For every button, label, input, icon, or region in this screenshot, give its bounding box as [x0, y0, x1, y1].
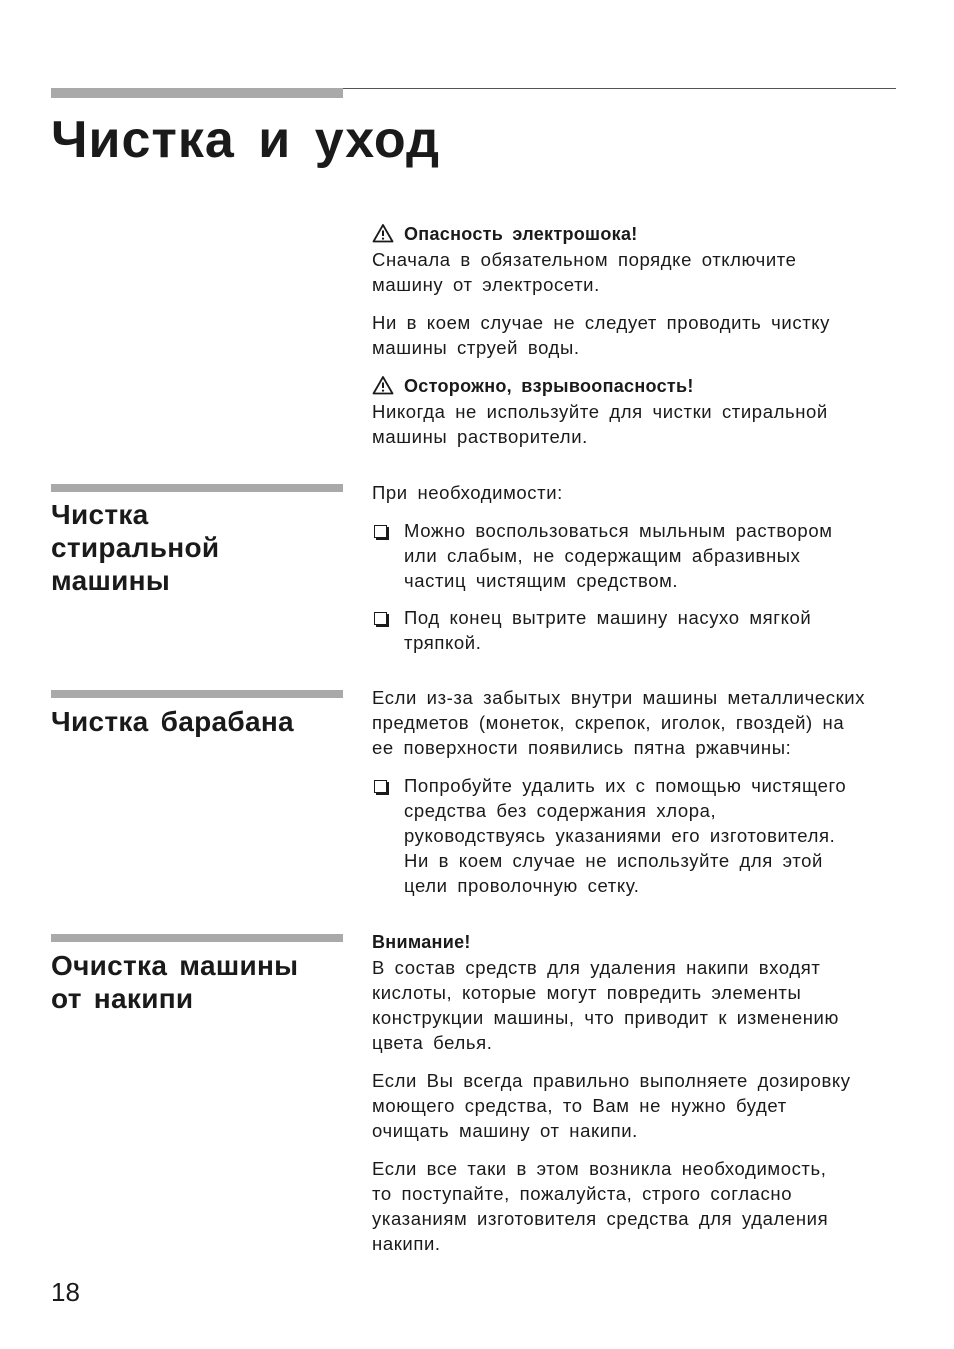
list-item [372, 605, 902, 655]
section-intro: При необходимости: [372, 482, 563, 503]
text-line: ее поверхности появились пятна ржавчины: [372, 737, 792, 758]
text-line: машины растворители. [372, 426, 588, 447]
text-line: Если все таки в этом возникла необходимость, [372, 1158, 827, 1179]
section-body-machine [372, 480, 902, 655]
text-line: моющего средства, то Вам не нужно будет [372, 1095, 787, 1116]
text-line: Если Вы всегда правильно выполняете дозировку [372, 1070, 851, 1091]
text-line: очищать машину от накипи. [372, 1120, 638, 1141]
page-number: 18 [51, 1277, 80, 1307]
text-line: частиц чистящим средством. [404, 570, 679, 591]
text-line: кислоты, которые могут повредить элементы [372, 982, 802, 1003]
text-line: руководствуясь указаниями его изготовителя. [404, 825, 836, 846]
text-line: Попробуйте удалить их с помощью чистящего [404, 775, 847, 796]
section-heading-descale [51, 949, 351, 1015]
warning-electric-title [372, 224, 638, 244]
text-line: накипи. [372, 1233, 441, 1254]
warning-electric-title-text: Опасность электрошока! [404, 224, 638, 244]
text-line: Ни в коем случае не следует проводить чистку [372, 312, 831, 333]
text-line: цели проволочную сетку. [404, 875, 640, 896]
text-line: Под конец вытрите машину насухо мягкой [404, 607, 812, 628]
checkbox-icon [374, 525, 387, 538]
heading-line: Чистка [51, 499, 149, 530]
text-line: машину от электросети. [372, 274, 600, 295]
bullet-list [372, 773, 902, 898]
manufacturer-note [372, 1156, 902, 1256]
text-line: машины струей воды. [372, 337, 580, 358]
text-line: указаниям изготовителя средства для удаления [372, 1208, 829, 1229]
section-heading-machine [51, 498, 351, 597]
safety-warnings [372, 221, 902, 449]
section-intro [372, 685, 902, 760]
attention-title: Внимание! [372, 932, 471, 952]
attention-note [372, 929, 902, 1055]
heading-line: Чистка барабана [51, 706, 294, 737]
text-line: конструкции машины, что приводит к изменению [372, 1007, 839, 1028]
text-line: В состав средств для удаления накипи входят [372, 957, 821, 978]
page-title: Чистка и уход [51, 111, 440, 169]
dosage-note [372, 1068, 902, 1143]
text-line: Можно воспользоваться мыльным раствором [404, 520, 833, 541]
section-body-descale [372, 929, 902, 1256]
text-line: предметов (монеток, скрепок, иголок, гвоздей) на [372, 712, 845, 733]
text-line: средства без содержания хлора, [404, 800, 717, 821]
warning-explosion [372, 373, 902, 449]
checkbox-icon [374, 612, 387, 625]
text-line: Сначала в обязательном порядке отключите [372, 249, 797, 270]
no-water-jet-note [372, 310, 902, 360]
section-bar-drum [51, 690, 343, 698]
warning-electric [372, 221, 902, 297]
text-line: Ни в коем случае не используйте для этой [404, 850, 823, 871]
checkbox-icon [374, 780, 387, 793]
heading-line: Очистка машины [51, 950, 299, 981]
list-item [372, 773, 902, 898]
text-line: тряпкой. [404, 632, 482, 653]
section-bar-machine [51, 484, 343, 492]
list-item [372, 518, 902, 593]
warning-triangle-icon [372, 223, 394, 243]
heading-line: машины [51, 565, 171, 596]
warning-triangle-icon [372, 375, 394, 395]
title-accent-bar [51, 88, 343, 98]
bullet-list [372, 518, 902, 655]
warning-explosion-title [372, 376, 694, 396]
text-line: цвета белья. [372, 1032, 493, 1053]
text-line: Если из-за забытых внутри машины металлических [372, 687, 866, 708]
heading-line: стиральной [51, 532, 220, 563]
text-line: Никогда не используйте для чистки стиральной [372, 401, 828, 422]
section-heading-drum [51, 705, 351, 738]
section-bar-descale [51, 934, 343, 942]
text-line: то поступайте, пожалуйста, строго согласно [372, 1183, 793, 1204]
text-line: или слабым, не содержащим абразивных [404, 545, 801, 566]
section-body-drum [372, 685, 902, 898]
warning-explosion-title-text: Осторожно, взрывоопасность! [404, 376, 694, 396]
heading-line: от накипи [51, 983, 194, 1014]
